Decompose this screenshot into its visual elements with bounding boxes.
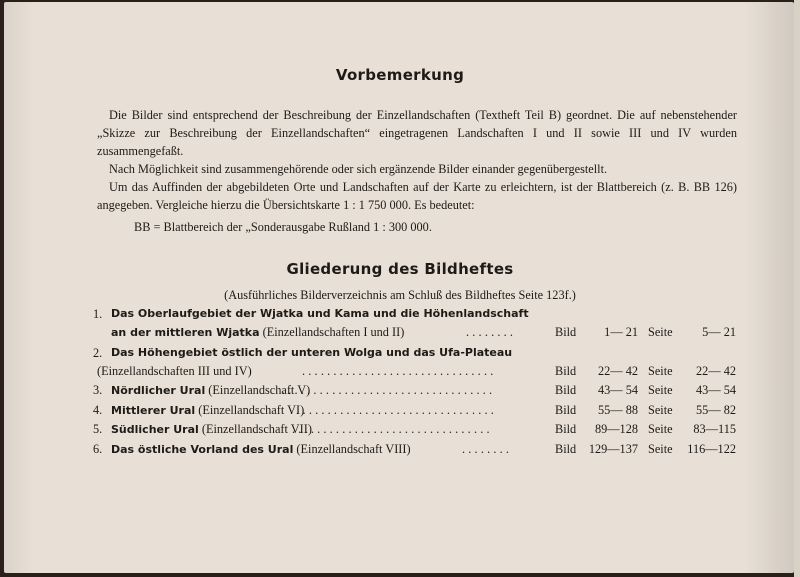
- intro-paragraph-1: Die Bilder sind entsprechend der Beschreibung der Einzellandschaften (Textheft Teil B) geordnet. Die auf nebenstehender „Skizze zur Beschreibung der Einzellandschaften“ eingetragenen Landschaften I und II sowie III und IV wurden zusammengefaßt.: [97, 108, 737, 158]
- toc-entry-text: [111, 401, 304, 420]
- bild-range: 43— 54: [598, 383, 638, 397]
- bild-label: Bild: [555, 403, 577, 417]
- intro-paragraph-3: Um das Auffinden der abgebildeten Orte und Landschaften auf der Karte zu erleichtern, ist der Blattbereich (z. B. BB 126) angegeben. Vergleiche hierzu die Übersichtskarte 1 : 1 750 000. Es bedeutet:: [97, 180, 737, 212]
- seite-label: Seite: [648, 422, 673, 436]
- toc-entry-title: Das östliche Vorland des Ural: [111, 443, 294, 456]
- seite-label: Seite: [648, 325, 673, 339]
- toc-entry-landscapes: (Einzellandschaft VII): [198, 422, 312, 436]
- seite-range: 116—122: [687, 442, 736, 456]
- bild-label: Bild: [555, 383, 577, 397]
- toc-entry-3: [0, 381, 800, 399]
- toc-entry-4: [0, 401, 800, 419]
- bild-range: 129—137: [588, 442, 638, 456]
- toc-entry-5: [0, 420, 800, 438]
- seite-range: 83—115: [693, 422, 736, 436]
- toc-entry-text: [111, 420, 312, 439]
- seite-label: Seite: [648, 364, 673, 378]
- seite-label: Seite: [648, 383, 673, 397]
- toc-leader-dots: ..................................: [282, 383, 496, 397]
- toc-leader-dots: .................................: [290, 403, 498, 417]
- seite-range: 5— 21: [702, 325, 736, 339]
- toc-entry-title: Südlicher Ural: [111, 423, 199, 436]
- toc-leader-dots: ...............................: [302, 364, 497, 378]
- toc-entry-landscapes: (Einzellandschaften I und II): [259, 325, 405, 339]
- toc-entry-landscapes: (Einzellandschaft VIII): [293, 442, 411, 456]
- toc-entry-title: Das Oberlaufgebiet der Wjatka und Kama und die Höhenlandschaft: [111, 307, 529, 320]
- toc-leader-dots: ................................: [292, 422, 493, 436]
- heading-vorbemerkung: Vorbemerkung: [335, 66, 465, 84]
- seite-range: 43— 54: [696, 383, 736, 397]
- toc-entry-text: [111, 323, 404, 342]
- toc-entry-6: [0, 440, 800, 458]
- bild-range: 89—128: [594, 422, 638, 436]
- toc-entry-2-line-1: [0, 344, 800, 362]
- heading-gliederung: Gliederung des Bildheftes: [286, 260, 514, 278]
- toc-leader-dots: ........: [466, 325, 517, 339]
- seite-label: Seite: [648, 403, 673, 417]
- toc-entry-title: Nördlicher Ural: [111, 384, 206, 397]
- seite-range: 22— 42: [696, 364, 736, 378]
- bild-range: 55— 88: [598, 403, 638, 417]
- bild-label: Bild: [555, 422, 577, 436]
- toc-entry-2-line-2: [0, 362, 800, 380]
- bild-label: Bild: [555, 325, 577, 339]
- toc-entry-1-line-2: [0, 323, 800, 341]
- toc-entry-title-cont: an der mittleren Wjatka: [111, 326, 260, 339]
- toc-entry-number: 5.: [93, 422, 103, 436]
- toc-entry-text: [111, 381, 310, 400]
- toc-entry-title: Mittlerer Ural: [111, 404, 196, 417]
- abbreviation-definition: BB = Blattbereich der „Sonderausgabe Rußland 1 : 300 000.: [134, 220, 432, 234]
- toc-entry-number: 2.: [93, 346, 103, 360]
- toc-entry-number: 4.: [93, 403, 103, 417]
- toc-entry-landscapes: (Einzellandschaft V): [205, 383, 311, 397]
- toc-entry-text: [111, 440, 411, 459]
- bild-range: 22— 42: [598, 364, 638, 378]
- bild-range: 1— 21: [604, 325, 638, 339]
- toc-entry-title: Das Höhengebiet östlich der unteren Wolga und das Ufa-Plateau: [111, 346, 513, 359]
- toc-entry-number: 1.: [93, 307, 103, 321]
- toc-subtitle: (Ausführliches Bilderverzeichnis am Schluß des Bildheftes Seite 123f.): [224, 288, 576, 302]
- bild-label: Bild: [555, 442, 577, 456]
- toc-entry-number: 3.: [93, 383, 103, 397]
- toc-entry-number: 6.: [93, 442, 103, 456]
- toc-entry-landscapes: (Einzellandschaft VI): [195, 403, 305, 417]
- toc-leader-dots: ........: [462, 442, 513, 456]
- seite-range: 55— 82: [696, 403, 736, 417]
- bild-label: Bild: [555, 364, 577, 378]
- toc-entry-landscapes: (Einzellandschaften III und IV): [97, 364, 252, 378]
- intro-paragraph-2: Nach Möglichkeit sind zusammengehörende oder sich ergänzende Bilder einander gegenübergestellt.: [109, 162, 608, 176]
- toc-entry-1-line-1: [0, 305, 800, 323]
- seite-label: Seite: [648, 442, 673, 456]
